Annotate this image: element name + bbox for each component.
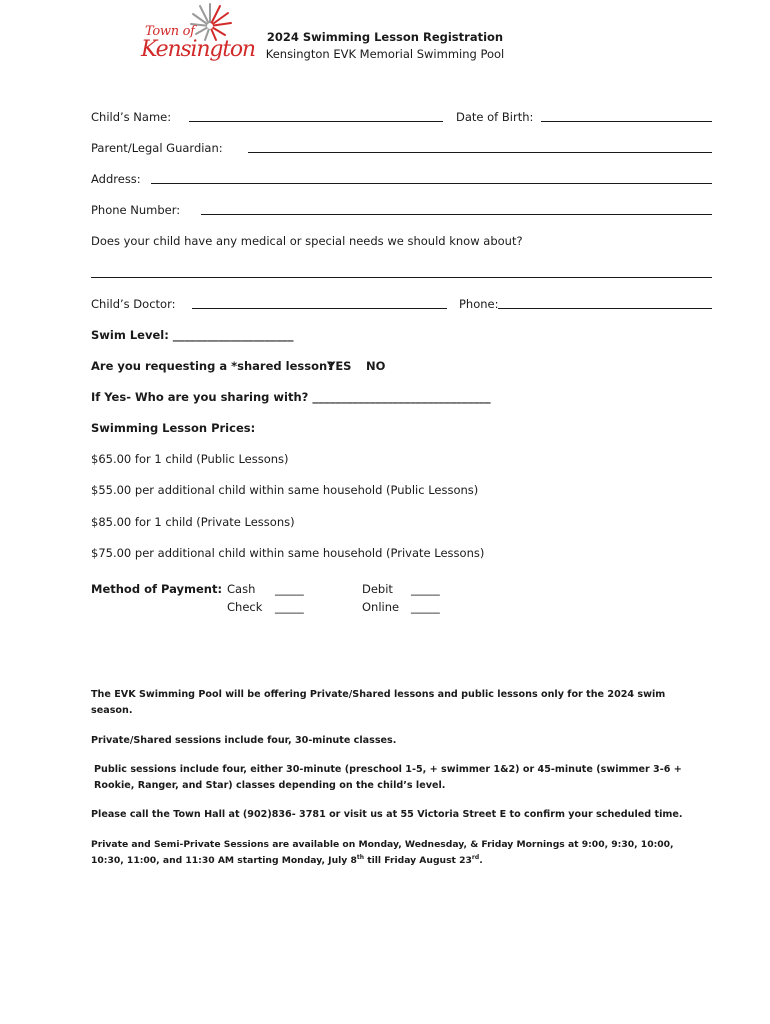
payment-option-debit: Debit — [362, 582, 393, 596]
schedule-text-end: . — [479, 855, 483, 866]
phone-number-field[interactable] — [201, 214, 712, 215]
price-item: $65.00 for 1 child (Public Lessons) — [91, 452, 289, 466]
doctor-phone-field[interactable] — [498, 308, 712, 309]
payment-option-online: Online — [362, 600, 400, 614]
schedule-sup-2: rd — [471, 853, 480, 861]
guardian-label: Parent/Legal Guardian: — [91, 141, 223, 155]
doctor-phone-label: Phone: — [459, 297, 499, 311]
shared-yes-option[interactable]: YES — [327, 359, 352, 373]
doctor-field[interactable] — [192, 308, 447, 309]
payment-option-cash: Cash — [227, 582, 256, 596]
payment-check-blank[interactable]: _____ — [275, 600, 304, 614]
payment-option-check: Check — [227, 600, 263, 614]
sharing-with-field[interactable]: If Yes- Who are you sharing with? _______________________________ — [91, 390, 491, 404]
shared-no-option[interactable]: NO — [366, 359, 386, 373]
price-item: $85.00 for 1 child (Private Lessons) — [91, 515, 295, 529]
medical-question: Does your child have any medical or special needs we should know about? — [91, 234, 523, 248]
address-label: Address: — [91, 172, 141, 186]
dob-label: Date of Birth: — [456, 110, 534, 124]
note-contact: Please call the Town Hall at (902)836- 3781 or visit us at 55 Victoria Street E to confirm your scheduled time. — [91, 809, 683, 820]
prices-heading: Swimming Lesson Prices: — [91, 421, 256, 435]
payment-label: Method of Payment: — [91, 582, 223, 596]
schedule-text-1: Private and Semi-Private Sessions are available on Monday, Wednesday, & Friday Mornings at 9:00, 9:30, 10:00, 10:30, 11:00, and 11:30 AM starting Monday, July 8 — [91, 839, 674, 866]
schedule-text-2: till Friday August 23 — [364, 855, 472, 866]
doctor-label: Child’s Doctor: — [91, 297, 176, 311]
note-public-sessions: Public sessions include four, either 30-minute (preschool 1-5, + swimmer 1&2) or 45-minute (swimmer 3-6 + Rookie, Ranger, and Star) classes depending on the child’s level. — [94, 764, 682, 791]
page-title: 2024 Swimming Lesson Registration — [266, 30, 504, 44]
address-field[interactable] — [151, 183, 712, 184]
payment-cash-blank[interactable]: _____ — [275, 582, 304, 596]
swim-level-field[interactable]: Swim Level: _____________________ — [91, 328, 294, 342]
child-name-label: Child’s Name: — [91, 110, 172, 124]
note-private-sessions: Private/Shared sessions include four, 30-minute classes. — [91, 735, 397, 746]
price-item: $75.00 per additional child within same household (Private Lessons) — [91, 546, 485, 560]
note-schedule — [91, 837, 691, 869]
shared-lesson-question: Are you requesting a *shared lesson? — [91, 359, 334, 373]
payment-debit-blank[interactable]: _____ — [411, 582, 440, 596]
page-subtitle: Kensington EVK Memorial Swimming Pool — [265, 47, 505, 61]
medical-answer-field[interactable] — [91, 277, 712, 278]
dob-field[interactable] — [541, 121, 712, 122]
logo-town-text: Town of — [145, 24, 195, 39]
phone-number-label: Phone Number: — [91, 203, 181, 217]
child-name-field[interactable] — [189, 121, 443, 122]
price-item: $55.00 per additional child within same household (Public Lessons) — [91, 483, 479, 497]
schedule-sup-1: th — [356, 853, 365, 861]
note-offering: The EVK Swimming Pool will be offering Private/Shared lessons and public lessons only for the 2024 swim season. — [91, 689, 666, 716]
logo-name-text: Kensington — [141, 37, 255, 62]
payment-online-blank[interactable]: _____ — [411, 600, 440, 614]
guardian-field[interactable] — [248, 152, 712, 153]
